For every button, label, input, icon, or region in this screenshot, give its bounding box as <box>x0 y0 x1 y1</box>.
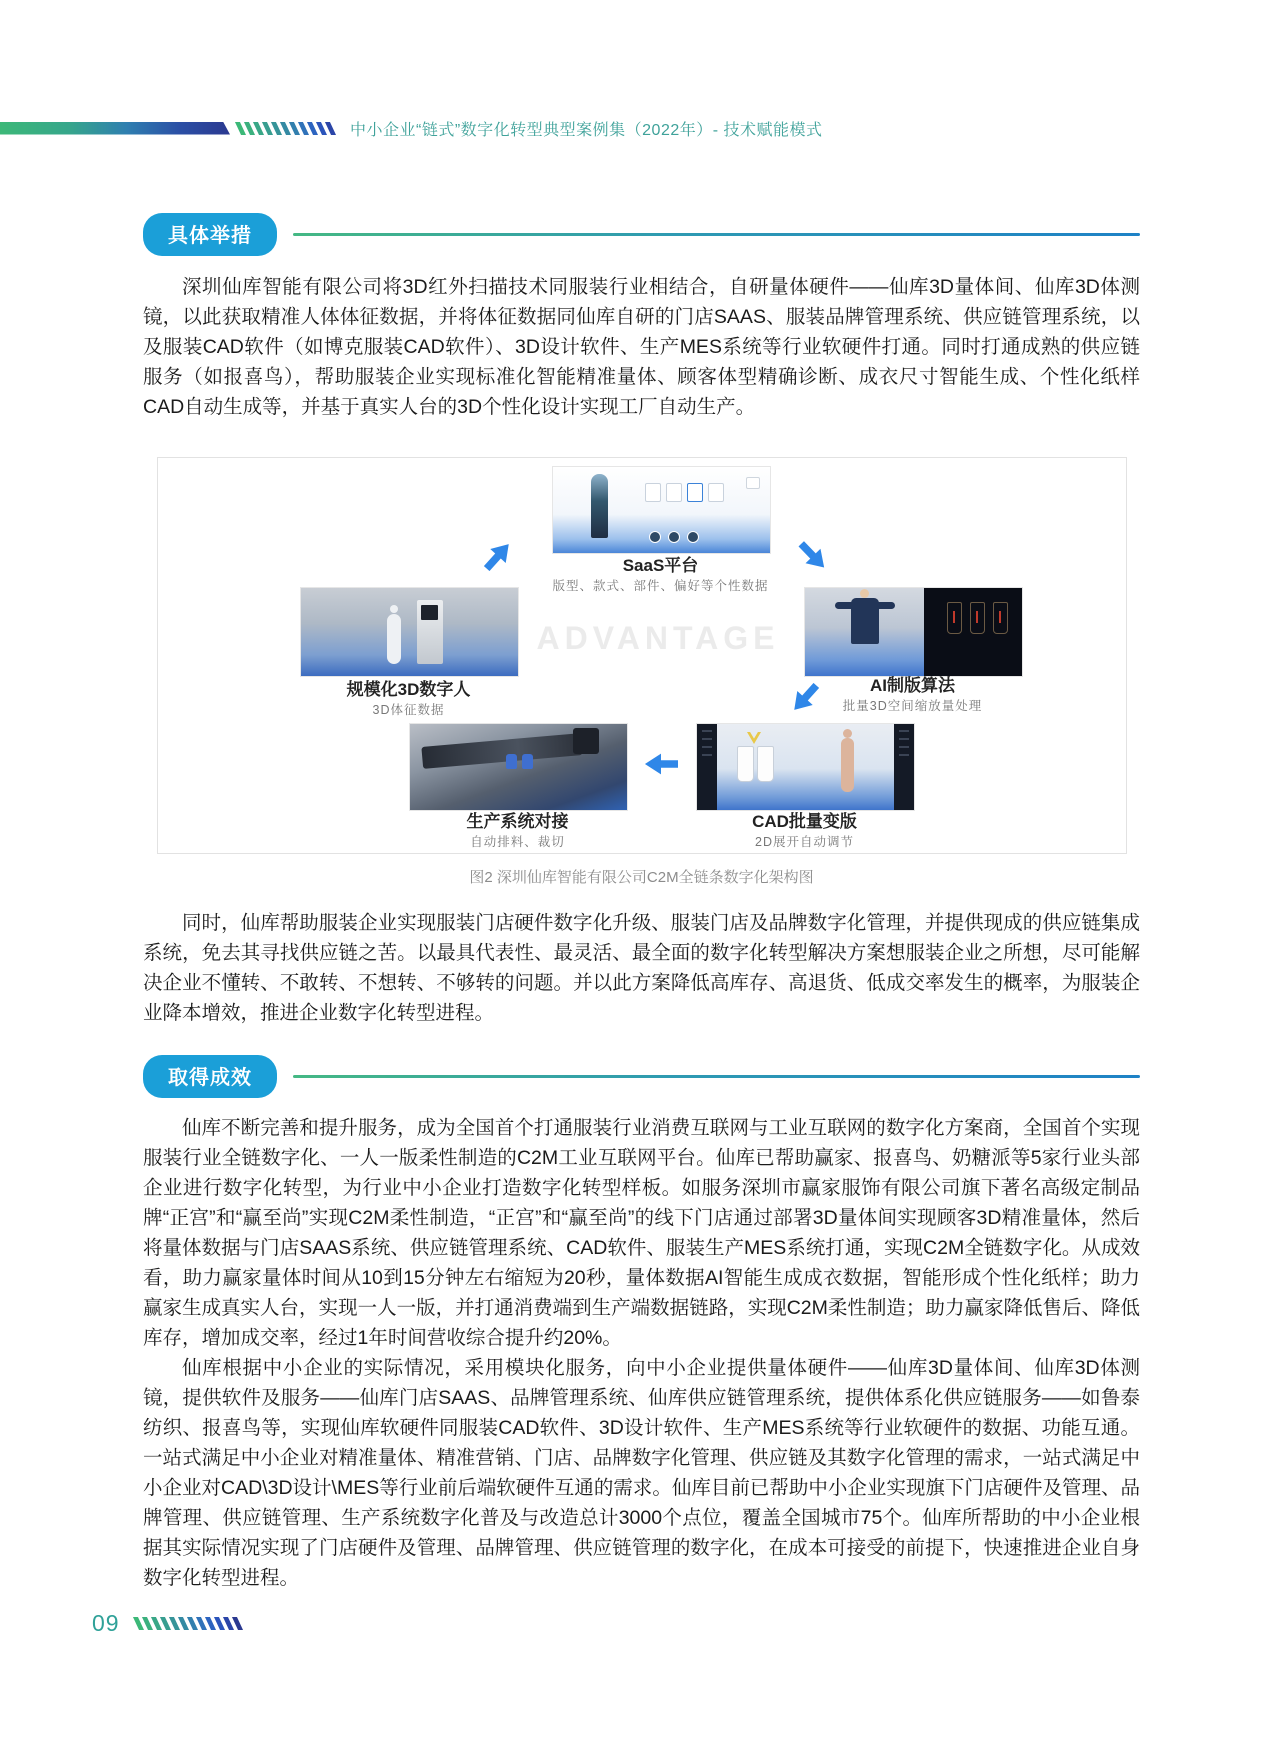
card <box>708 483 724 502</box>
paragraph-measures: 深圳仙库智能有限公司将3D红外扫描技术同服装行业相结合，自研量体硬件——仙库3D量体间、仙库3D体测镜，以此获取精准人体体征数据，并将体征数据同仙库自研的门店SAAS、服装品牌管理系统、供应链管理系统，以及服装CAD软件（如博克服装CAD软件）、3D设计软件、生产MES系统等行业软硬件打通。同时打通成熟的供应链服务（如报喜鸟），帮助服装企业实现标准化智能精准量体、顾客体型精确诊断、成衣尺寸智能生成、个性化纸样CAD自动生成等，并基于真实人台的3D个性化设计实现工厂自动生产。 <box>143 276 1140 418</box>
pattern-piece-graphic <box>757 746 774 782</box>
node-label-production <box>409 812 626 850</box>
pattern-piece <box>970 602 985 634</box>
paragraph-results-1: 仙库不断完善和提升服务，成为全国首个打通服装行业消费互联网与工业互联网的数字化方案商，全国首个实现服装行业全链数字化、一人一版柔性制造的C2M工业互联网平台。仙库已帮助赢家、报喜鸟、奶糖派等5家行业头部企业进行数字化转型，为行业中小企业打造数字化转型样板。如服务深圳市赢家服饰有限公司旗下著名高级定制品牌“正宫”和“赢至尚”实现C2M柔性制造，“正宫”和“赢至尚”的线下门店通过部署3D量体间实现顾客3D精准量体，然后将量体数据与门店SAAS系统、供应链管理系统、CAD软件、服装生产MES系统打通，实现C2M全链数字化。从成效看，助力赢家量体时间从10到15分钟左右缩短为20秒，量体数据AI智能生成成衣数据，智能形成个性化纸样；助力赢家生成真实人台，实现一人一版，并打通消费端到生产端数据链路，实现C2M柔性制造；助力赢家降低售后、降低库存，增加成交率，经过1年时间营收综合提升约20%。 <box>143 1117 1140 1349</box>
cylinder <box>506 754 517 769</box>
section-badge-measures: 具体举措 <box>143 213 277 256</box>
swatch <box>649 531 661 543</box>
production-system-image <box>409 723 628 811</box>
collar-piece-graphic <box>747 732 761 744</box>
pattern-piece <box>993 602 1008 634</box>
results-text-block <box>143 1113 1140 1593</box>
section-rule <box>293 233 1140 236</box>
card <box>666 483 682 502</box>
page-number: 09 <box>92 1610 120 1636</box>
tick <box>702 746 712 748</box>
section-badge-results: 取得成效 <box>143 1055 277 1098</box>
pattern-piece-graphic <box>737 746 754 782</box>
page-footer <box>92 1610 244 1637</box>
node-subtitle: 3D体征数据 <box>372 703 445 717</box>
tick <box>702 730 712 732</box>
machine-head-graphic <box>573 728 599 754</box>
ui-cards-graphic <box>645 483 724 502</box>
tick <box>899 738 909 740</box>
pattern-piece <box>947 602 962 634</box>
cad-batch-image <box>696 723 915 811</box>
card-selected <box>687 483 703 502</box>
node-title: CAD批量变版 <box>752 812 857 831</box>
jacket-avatar-graphic <box>851 598 879 644</box>
arrow-down-right-icon <box>793 535 834 576</box>
toolbar-strip-graphic <box>894 724 914 810</box>
machine-cylinders-graphic <box>506 754 533 769</box>
figure-c2m-architecture <box>157 457 1127 854</box>
tick <box>702 754 712 756</box>
garment-mannequin-graphic <box>591 474 608 538</box>
node-label-digital-human <box>300 680 517 718</box>
paragraph-results-2: 仙库根据中小企业的实际情况，采用模块化服务，向中小企业提供量体硬件——仙库3D量体间、仙库3D体测镜，提供软件及服务——仙库门店SAAS、品牌管理系统、仙库供应链管理系统，提供体系化供应链服务——如鲁泰纺织、报喜鸟等，实现仙库软硬件同服装CAD软件、3D设计软件、生产MES系统等行业软硬件的数据、功能互通。一站式满足中小企业对精准量体、精准营销、门店、品牌数字化管理、供应链及其数字化管理的需求，一站式满足中小企业对CAD\3D设计\MES等行业前后端软硬件互通的需求。仙库目前已帮助中小企业实现旗下门店硬件及管理、品牌管理、供应链管理、生产系统数字化普及与改造总计3000个点位，覆盖全国城市75个。仙库所帮助的中小企业根据其实际情况实现了门店硬件及管理、品牌管理、供应链管理的数字化，在成本可接受的前提下，快速推进企业自身数字化转型进程。 <box>143 1357 1140 1589</box>
section-header-results <box>143 1057 1140 1095</box>
machine-arm-graphic <box>421 733 582 769</box>
swatch <box>687 531 699 543</box>
footer-slashes-decoration <box>136 1617 244 1630</box>
tick <box>899 754 909 756</box>
node-title: 生产系统对接 <box>466 812 569 831</box>
node-title: AI制版算法 <box>870 676 955 695</box>
fabric-swatches-graphic <box>649 531 699 543</box>
digital-human-image <box>300 587 519 677</box>
header-gradient-bar <box>0 122 230 135</box>
page-header <box>0 118 1280 138</box>
figure-caption: 图2 深圳仙库智能有限公司C2M全链条数字化架构图 <box>469 869 814 886</box>
arrow-left-icon <box>644 752 678 776</box>
toolbar-strip-graphic <box>697 724 717 810</box>
header-slashes-decoration <box>238 122 337 135</box>
document-header-title: 中小企业“链式”数字化转型典型案例集（2022年）- 技术赋能模式 <box>350 121 823 139</box>
swatch <box>668 531 680 543</box>
node-title: SaaS平台 <box>622 556 699 575</box>
tick <box>702 738 712 740</box>
ai-pattern-image <box>804 587 1023 677</box>
node-subtitle: 自动排料、裁切 <box>470 835 565 849</box>
stripe <box>325 122 336 135</box>
node-subtitle: 批量3D空间缩放量处理 <box>842 699 983 713</box>
tick <box>899 746 909 748</box>
node-label-saas <box>552 556 769 594</box>
node-title: 规模化3D数字人 <box>346 680 471 699</box>
section-header-measures <box>143 215 1140 253</box>
paragraph-after-figure: 同时，仙库帮助服装企业实现服装门店硬件数字化升级、服装门店及品牌数字化管理，并提供现成的供应链集成系统，免去其寻找供应链之苦。以最具代表性、最灵活、最全面的数字化转型解决方案想服装企业之所想，尽可能解决企业不懂转、不敢转、不想转、不够转的问题。并以此方案降低高库存、高退货、低成交率发生的概率，为服装企业降本增效，推进企业数字化转型进程。 <box>143 912 1140 1024</box>
section-rule <box>293 1075 1140 1078</box>
cylinder <box>522 754 533 769</box>
card <box>645 483 661 502</box>
node-subtitle: 版型、款式、部件、偏好等个性数据 <box>552 579 769 593</box>
node-label-ai-pattern <box>804 676 1021 714</box>
tick <box>899 730 909 732</box>
scanner-kiosk-graphic <box>417 600 443 664</box>
saas-platform-image <box>552 466 771 554</box>
body-avatar-graphic <box>841 738 854 792</box>
human-figure-graphic <box>387 614 401 664</box>
arrow-up-right-icon <box>478 535 519 576</box>
watermark-text: ADVANTAGE <box>536 620 780 656</box>
node-label-cad <box>696 812 913 850</box>
panel-button-graphic <box>746 477 760 489</box>
pattern-outlines-graphic <box>947 602 1008 634</box>
node-subtitle: 2D展开自动调节 <box>755 835 854 849</box>
